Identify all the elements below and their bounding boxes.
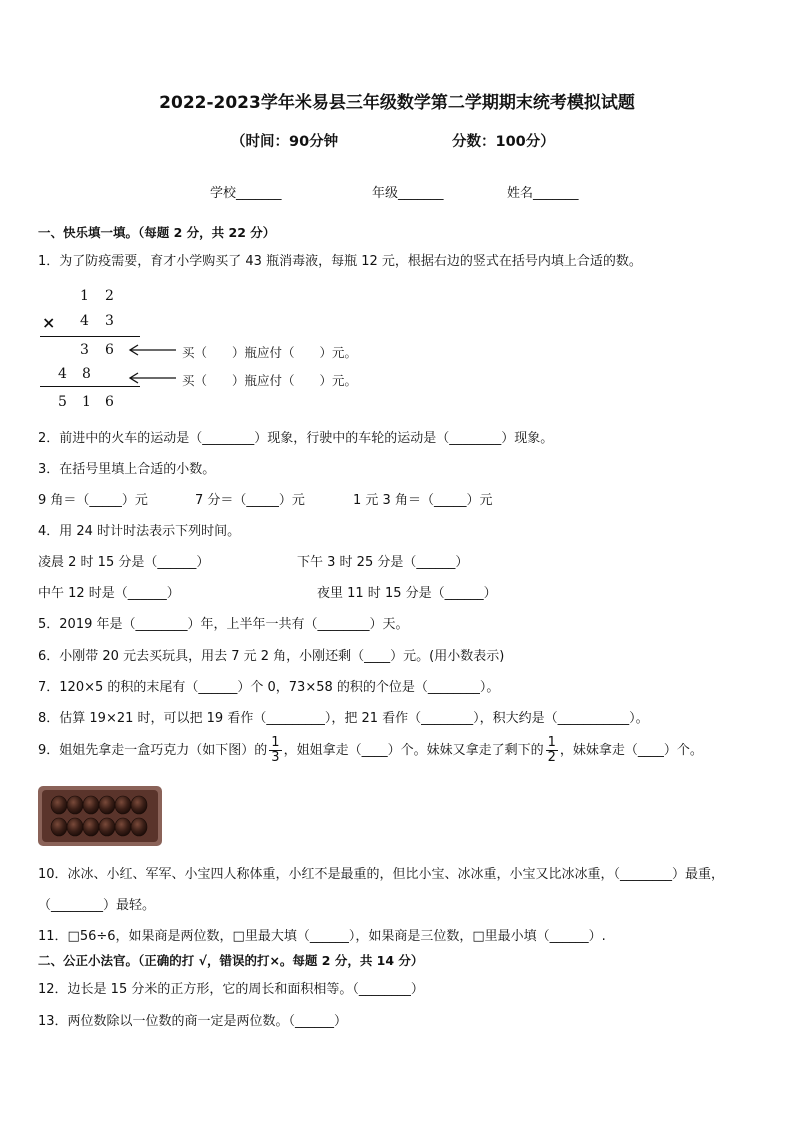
question-7: 7．120×5 的积的末尾有（______）个 0，73×58 的积的个位是（________）。 — [38, 680, 500, 695]
exam-score: 分数：100分） — [452, 134, 555, 150]
question-9-part-1: 9．姐姐先拿走一盒巧克力（如下图）的 — [38, 743, 268, 758]
question-4b: 下午 3 时 25 分是（______） — [297, 555, 469, 570]
question-13: 13．两位数除以一位数的商一定是两位数。（______） — [38, 1014, 348, 1029]
question-8: 8．估算 19×21 时，可以把 19 看作（_________），把 21 看作（________），积大约是（___________）。 — [38, 711, 649, 726]
annotation-2: 买（ ）瓶应付（ ）元。 — [182, 373, 358, 388]
fraction-numerator: 1 — [271, 735, 280, 750]
calc-line — [40, 336, 140, 337]
question-12: 12．边长是 15 分米的正方形，它的周长和面积相等。（________） — [38, 982, 424, 997]
question-1: 1．为了防疫需要，育才小学购买了 43 瓶消毒液，每瓶 12 元，根据右边的竖式在括号内填上合适的数。 — [38, 254, 642, 269]
digit: 2 — [105, 288, 114, 304]
digit: 5 — [58, 394, 67, 410]
question-6: 6．小刚带 20 元去买玩具，用去 7 元 2 角，小刚还剩（____）元。(用小数表示) — [38, 649, 505, 664]
question-2: 2．前进中的火车的运动是（________）现象，行驶中的车轮的运动是（________）现象。 — [38, 431, 554, 446]
question-4a: 凌晨 2 时 15 分是（______） — [38, 555, 210, 570]
question-4d: 夜里 11 时 15 分是（______） — [317, 586, 497, 601]
annotation-1: 买（ ）瓶应付（ ）元。 — [182, 345, 358, 360]
left-arrow-icon — [130, 345, 176, 355]
section-2-heading: 二、公正小法官。（正确的打 √，错误的打×。每题 2 分，共 14 分） — [38, 953, 424, 968]
left-arrow-icon — [130, 373, 176, 383]
fraction-one-third — [269, 736, 281, 765]
chocolate-box-image — [38, 786, 162, 846]
times-sign: × — [42, 313, 56, 332]
question-4: 4．用 24 时计时法表示下列时间。 — [38, 524, 241, 539]
digit: 3 — [105, 313, 114, 329]
question-3c: 1 元 3 角＝（_____）元 — [353, 493, 493, 508]
digit: 4 — [58, 366, 67, 382]
digit: 8 — [82, 366, 91, 382]
question-10-line-2: （________）最轻。 — [38, 898, 156, 913]
digit: 1 — [80, 288, 89, 304]
exam-time: （时间：90分钟 — [231, 134, 339, 150]
fraction-denominator: 3 — [271, 750, 280, 765]
fraction-one-half — [546, 736, 558, 765]
fraction-numerator: 1 — [547, 735, 556, 750]
question-3a: 9 角＝（_____）元 — [38, 493, 148, 508]
digit: 4 — [80, 313, 89, 329]
grade-field: 年级_______ — [372, 186, 444, 201]
calc-line — [40, 386, 140, 387]
school-field: 学校_______ — [210, 186, 282, 201]
question-9-part-3: ，妹妹拿走（____）个。 — [559, 743, 703, 758]
question-3: 3．在括号里填上合适的小数。 — [38, 462, 216, 477]
question-3b: 7 分＝（_____）元 — [195, 493, 305, 508]
digit: 6 — [105, 394, 114, 410]
digit: 6 — [105, 342, 114, 358]
exam-title: 2022-2023学年米易县三年级数学第二学期期末统考模拟试题 — [159, 93, 635, 113]
question-9-part-2: ，姐姐拿走（____）个。妹妹又拿走了剩下的 — [283, 743, 544, 758]
question-11: 11．□56÷6，如果商是两位数，□里最大填（______），如果商是三位数，□里最小填（______）. — [38, 929, 606, 944]
fraction-denominator: 2 — [547, 750, 556, 765]
section-1-heading: 一、快乐填一填。（每题 2 分，共 22 分） — [38, 225, 276, 240]
name-field: 姓名_______ — [507, 186, 579, 201]
arrow-icons — [126, 342, 178, 388]
digit: 3 — [80, 342, 89, 358]
question-9 — [38, 733, 703, 769]
question-10-line-1: 10．冰冰、小红、军军、小宝四人称体重，小红不是最重的，但比小宝、冰冰重，小宝又比冰冰重，（________）最重， — [38, 867, 725, 882]
question-5: 5．2019 年是（________）年，上半年一共有（________）天。 — [38, 617, 409, 632]
digit: 1 — [82, 394, 91, 410]
question-4c: 中午 12 时是（______） — [38, 586, 180, 601]
